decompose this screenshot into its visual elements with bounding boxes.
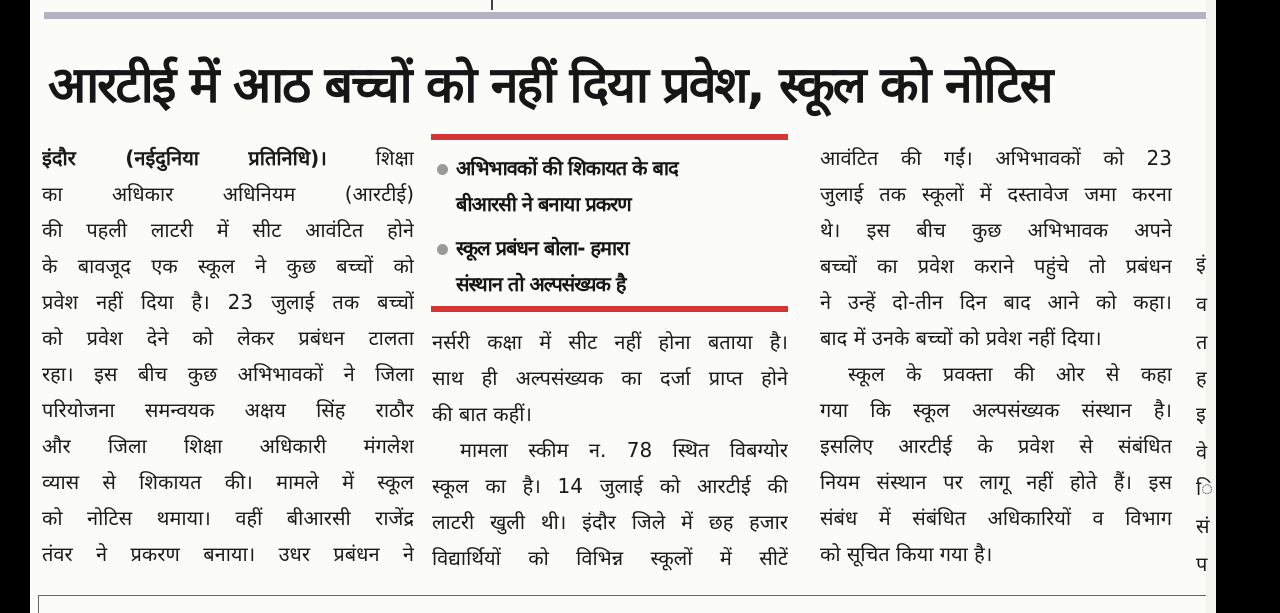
column-2-line: स्कूल का है। 14 जुलाई को आरटीई की <box>432 474 788 498</box>
adjacent-column-char: व <box>1196 292 1208 316</box>
column-2-line: नर्सरी कक्षा में सीट नहीं होना बताया है। <box>432 330 788 354</box>
adjacent-column-char: इं <box>1196 252 1206 276</box>
column-2-line: की बात कहीं। <box>432 402 532 426</box>
highlight-1-line-2: बीआरसी ने बनाया प्रकरण <box>456 192 631 216</box>
adjacent-column-char: सं <box>1196 514 1210 538</box>
top-rule <box>44 12 1216 19</box>
column-2-line: लाटरी खुली थी। इंदौर जिले में छह हजार <box>432 510 788 534</box>
column-2-line: विद्यार्थियों को विभिन्न स्कूलों में सीटें <box>432 546 788 570</box>
adjacent-column-char: ह <box>1196 366 1207 390</box>
column-3-line: बाद में उनके बच्चों को प्रवेश नहीं दिया। <box>820 326 1102 350</box>
highlights-callout <box>431 134 788 312</box>
adjacent-column-char: वे <box>1196 440 1208 464</box>
column-1-line: प्रवेश नहीं दिया है। 23 जुलाई तक बच्चों <box>42 290 414 314</box>
article-column-2 <box>432 324 788 576</box>
article-column-1 <box>42 140 414 572</box>
highlight-bullet-2 <box>437 230 777 302</box>
adjacent-column-char: ि <box>1196 476 1214 500</box>
adjacent-column-char: त <box>1196 330 1208 354</box>
column-3-line: थे। इस बीच कुछ अभिभावक अपने <box>820 218 1172 242</box>
bullet-dot-icon <box>437 164 448 175</box>
column-1-line: को नोटिस थमाया। वहीं बीआरसी राजेंद्र <box>42 506 414 530</box>
column-3-line: ने उन्हें दो-तीन दिन बाद आने को कहा। <box>820 290 1172 314</box>
column-3-line: संबंध में संबंधित अधिकारियों व विभाग <box>820 506 1172 530</box>
column-1-line: की पहली लाटरी में सीट आवंटित होने <box>42 218 414 242</box>
column-3-line: गया कि स्कूल अल्पसंख्यक संस्थान है। <box>820 398 1172 422</box>
dateline: इंदौर (नईदुनिया प्रतिनिधि)। <box>42 146 327 170</box>
column-1-line: को प्रवेश देने को लेकर प्रबंधन टालता <box>42 326 414 350</box>
column-3-line: नियम संस्थान पर लागू नहीं होते हैं। इस <box>820 470 1172 494</box>
column-1-line: का अधिकार अधिनियम (आरटीई) <box>42 182 414 206</box>
adjacent-column-char: प <box>1196 552 1208 576</box>
fold-mark <box>491 0 493 10</box>
next-article-box <box>38 595 1210 613</box>
column-2-line: साथ ही अल्पसंख्यक का दर्जा प्राप्त होने <box>432 366 788 390</box>
highlight-bullet-1 <box>437 150 777 222</box>
column-1-line-1 <box>42 140 414 176</box>
column-3-line: स्कूल के प्रवक्ता की ओर से कहा <box>848 362 1172 386</box>
adjacent-column-char: इ <box>1196 402 1206 426</box>
highlight-2-line-1: स्कूल प्रबंधन बोला- हमारा <box>456 236 629 260</box>
column-2-line: मामला स्कीम न. 78 स्थित विबग्योर <box>460 438 788 462</box>
article-column-3 <box>820 140 1172 572</box>
column-1-line: रहा। इस बीच कुछ अभिभावकों ने जिला <box>42 362 414 386</box>
column-1-line-1-rest: शिक्षा <box>326 146 414 170</box>
column-1-line: परियोजना समन्वयक अक्षय सिंह राठौर <box>42 398 414 422</box>
bullet-dot-icon <box>437 244 448 255</box>
headline: आरटीई में आठ बच्चों को नहीं दिया प्रवेश, स्कूल को नोटिस <box>48 56 1052 114</box>
newspaper-page <box>30 0 1216 613</box>
column-3-line: बच्चों का प्रवेश कराने पहुंचे तो प्रबंधन <box>820 254 1172 278</box>
column-3-line: जुलाई तक स्कूलों में दस्तावेज जमा करना <box>820 182 1172 206</box>
highlight-2-line-2: संस्थान तो अल्पसंख्यक है <box>456 272 626 296</box>
highlight-1-line-1: अभिभावकों की शिकायत के बाद <box>456 156 678 180</box>
column-1-line: व्यास से शिकायत की। मामले में स्कूल <box>42 470 414 494</box>
column-1-line: तंवर ने प्रकरण बनाया। उधर प्रबंधन ने <box>42 542 414 566</box>
column-3-line: इसलिए आरटीई के प्रवेश से संबंधित <box>820 434 1172 458</box>
column-3-line: को सूचित किया गया है। <box>820 542 993 566</box>
callout-bottom-rule <box>431 306 788 312</box>
column-3-line: आवंटित की गईं। अभिभावकों को 23 <box>820 146 1172 170</box>
column-1-line: के बावजूद एक स्कूल ने कुछ बच्चों को <box>42 254 414 278</box>
scan-border <box>1216 0 1280 613</box>
callout-top-rule <box>431 134 788 140</box>
column-1-line: और जिला शिक्षा अधिकारी मंगलेश <box>42 434 414 458</box>
